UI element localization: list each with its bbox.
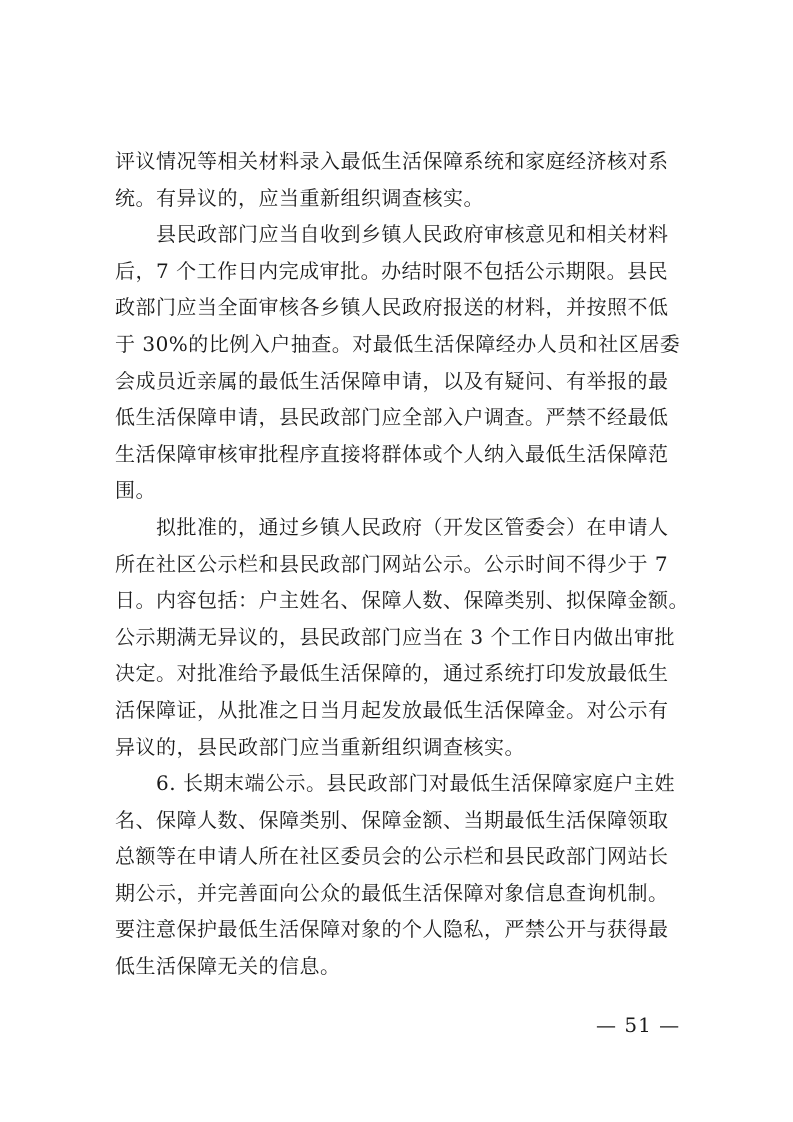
text-line: 评议情况等相关材料录入最低生活保障系统和家庭经济核对系 bbox=[115, 149, 669, 173]
text-line: 政部门应当全面审核各乡镇人民政府报送的材料，并按照不低 bbox=[115, 295, 669, 320]
body-text bbox=[115, 143, 687, 985]
text-line: 县民政部门应当自收到乡镇人民政府审核意见和相关材料 bbox=[115, 222, 669, 247]
text-line: 低生活保障无关的信息。 bbox=[115, 954, 341, 979]
page-number: — 51 — bbox=[596, 1013, 681, 1037]
text-line: 后，7 个工作日内完成审批。办结时限不包括公示期限。县民 bbox=[115, 258, 669, 283]
text-line: 统。有异议的，应当重新组织调查核实。 bbox=[115, 185, 484, 210]
text-line: 所在社区公示栏和县民政部门网站公示。公示时间不得少于 7 bbox=[115, 551, 669, 576]
text-line: 6. 长期末端公示。县民政部门对最低生活保障家庭户主姓 bbox=[115, 771, 675, 796]
text-line: 拟批准的，通过乡镇人民政府（开发区管委会）在申请人 bbox=[115, 514, 669, 539]
text-line: 会成员近亲属的最低生活保障申请，以及有疑问、有举报的最 bbox=[115, 368, 669, 393]
text-line: 要注意保护最低生活保障对象的个人隐私，严禁公开与获得最 bbox=[115, 917, 669, 942]
text-line: 活保障证，从批准之日当月起发放最低生活保障金。对公示有 bbox=[115, 697, 669, 722]
text-line: 决定。对批准给予最低生活保障的，通过系统打印发放最低生 bbox=[115, 661, 669, 686]
text-line: 期公示，并完善面向公众的最低生活保障对象信息查询机制。 bbox=[115, 880, 669, 905]
text-line: 总额等在申请人所在社区委员会的公示栏和县民政部门网站长 bbox=[115, 844, 669, 869]
text-line: 围。 bbox=[115, 478, 156, 503]
text-line: 低生活保障申请，县民政部门应全部入户调查。严禁不经最低 bbox=[115, 405, 669, 430]
text-line: 公示期满无异议的，县民政部门应当在 3 个工作日内做出审批 bbox=[115, 624, 675, 649]
text-line: 生活保障审核审批程序直接将群体或个人纳入最低生活保障范 bbox=[115, 441, 669, 466]
text-line: 异议的，县民政部门应当重新组织调查核实。 bbox=[115, 734, 525, 759]
text-line: 名、保障人数、保障类别、保障金额、当期最低生活保障领取 bbox=[115, 807, 669, 832]
text-line: 日。内容包括：户主姓名、保障人数、保障类别、拟保障金额。 bbox=[115, 588, 689, 613]
text-line: 于 30%的比例入户抽查。对最低生活保障经办人员和社区居委 bbox=[115, 331, 681, 356]
